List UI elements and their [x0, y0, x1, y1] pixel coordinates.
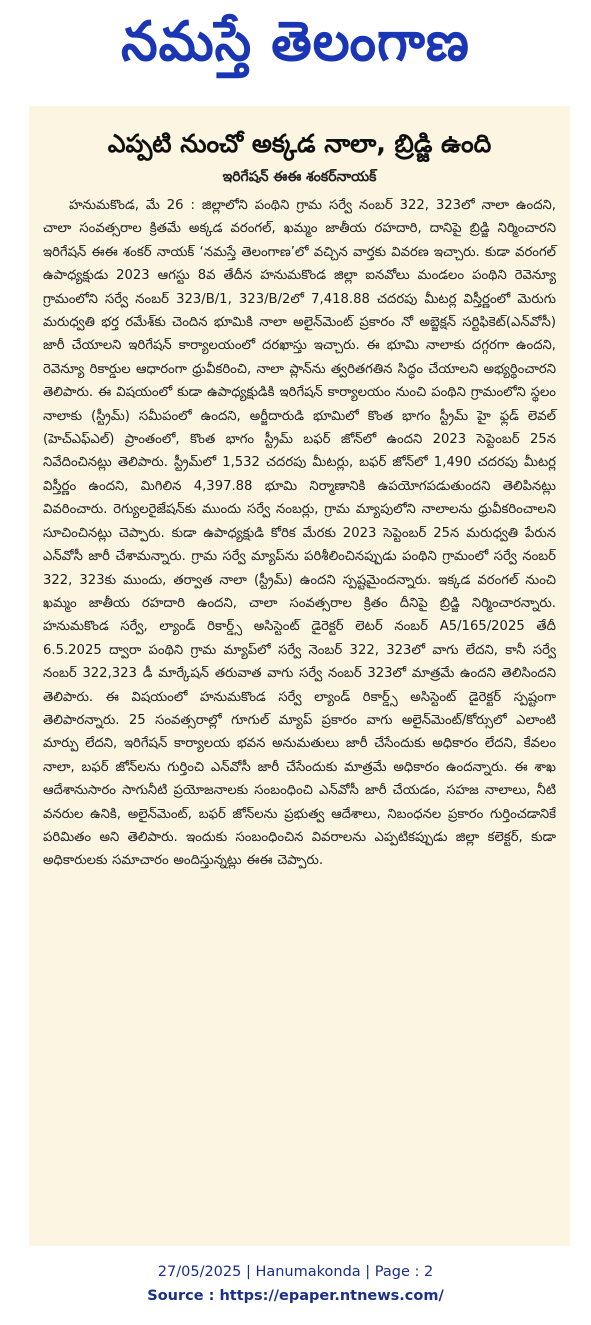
page-footer: [0, 1260, 591, 1308]
article-clip: [29, 106, 570, 1246]
article-headline: ఎప్పటి నుంచో అక్కడ నాలా, బ్రిడ్జి ఉంది: [107, 129, 492, 158]
footer-edition-info: 27/05/2025 | Hanumakonda | Page : 2: [157, 1264, 434, 1280]
article-byline: ఇరిగేషన్ ఈఈ శంకర్‌నాయక్: [222, 169, 377, 185]
footer-source-link[interactable]: Source : https://epaper.ntnews.com/: [147, 1288, 444, 1304]
article-body: హనుమకొండ, మే 26 : జిల్లాలోని పంథిని గ్రామ సర్వే నంబర్ 322, 323లో నాలా ఉందని, చాలా సంవత్సరాల క్రితమే అక్కడ వరంగల్, ఖమ్మం జాతీయ రహదారి, దానిపై బ్రిడ్జి నిర్మించారని ఇరిగేషన్ ఈఈ శంకర్ నాయక్ ‘నమస్తే తెలంగాణ’లో వచ్చిన వార్తకు వివరణ ఇచ్చారు. కుడా వరంగల్ ఉపాధ్యక్షుడు 2023 ఆగస్టు 8వ తేదీన హనుమకొండ జిల్లా ఐనవోలు మండలం పంథిని రెవెన్యూ గ్రామంలోని సర్వే నంబర్ 323/B/1, 323/B/2లో 7,418.88 చదరపు మీటర్ల విస్తీర్ణంలో మెరుగు మరుధ్వతి భర్త రమేశ్‌కు చెందిన భూమికి నాలా అలైన్‌మెంట్ ప్రకారం నో అబ్జెక్షన్ సర్టిఫికెట్(ఎన్‌వోసీ) జారీ చేయాలని ఇరిగేషన్ కార్యాలయంలో దరఖాస్తు ఇచ్చారు. ఈ భూమి నాలాకు దగ్గరగా ఉందని, రెవెన్యూ రికార్డుల ఆధారంగా ధ్రువీకరించి, నాలా ప్లాన్‌ను త్వరితగతిన సిద్ధం చేయాలని అభ్యర్థించారని తెలిపారు. ఈ విషయంలో కుడా ఉపాధ్యక్షుడికి ఇరిగేషన్ కార్యాలయం నుంచి పంథిని గ్రామంలోని స్థలం నాలాకు (స్ట్రీమ్) సమీపంలో ఉందని, అర్జీదారుడి భూమిలో కొంత భాగం స్ట్రీమ్ హై ఫ్లడ్ లెవల్ (హెచ్‌ఎఫ్‌ఎల్) ప్రాంతంలో, కొంత భాగం స్ట్రీమ్ బఫర్ జోన్‌లో ఉందని 2023 సెప్టెంబర్ 25న నివేదించినట్లు తెలిపారు. స్ట్రీమ్‌లో 1,532 చదరపు మీటర్లు, బఫర్ జోన్‌లో 1,490 చదరపు మీటర్ల విస్తీర్ణం ఉందని, మిగిలిన 4,397.88 భూమి నిర్మాణానికి ఉపయోగపడుతుందని తెలిపినట్లు వివరించారు. రెగ్యులరైజేషన్‌కు ముందు సర్వే నంబర్లు, గ్రామ మ్యాపులోని నాలాలను ధ్రువీకరించాలని సూచించినట్లు చెప్పారు. కుడా ఉపాధ్యక్షుడి కోరిక మేరకు 2023 సెప్టెంబర్ 25న మరుధ్వతి పేరున ఎన్‌వోసీ జారీ చేశామన్నారు. గ్రామ సర్వే మ్యాప్‌ను పరిశీలించినప్పుడు పంథిని గ్రామంలో సర్వే నంబర్ 322, 323కు ముందు, తర్వాత నాలా (స్ట్రీమ్) ఉందని స్పష్టమైందన్నారు. ఇక్కడ వరంగల్ నుంచి ఖమ్మం జాతీయ రహదారి ఉందని, చాలా సంవత్సరాల క్రితం దీనిపై బ్రిడ్జి నిర్మించారన్నారు. హనుమకొండ సర్వే, ల్యాండ్ రికార్డ్స్ అసిస్టెంట్ డైరెక్టర్ లెటర్ నంబర్ A5/165/2025 తేదీ 6.5.2025 ద్వారా పంథిని గ్రామ మ్యాప్‌లో సర్వే నెంబర్ 322, 323లో వాగు లేదని, కానీ సర్వే నంబర్ 322,323 డీ మార్కేషన్ తరువాత వాగు సర్వే నంబర్ 323లో మాత్రమే ఉందని తెలిసిందని తెలిపారు. ఈ విషయంలో హనుమకొండ సర్వే ల్యాండ్ రికార్డ్స్ అసిస్టెంట్ డైరెక్టర్ స్పష్టంగా తెలిపారన్నారు. 25 సంవత్సరాల్లో గూగుల్ మ్యాప్ ప్రకారం వాగు అలైన్‌మెంట్/కోర్సులో ఎలాంటి మార్పు లేదని, ఇరిగేషన్ కార్యాలయ భవన అనుమతులు జారీ చేసేందుకు అధికారం లేదని, కేవలం నాలా, బఫర్ జోన్‌లను గుర్తించి ఎన్‌వోసీ జారీ చేసేందుకు మాత్రమే అధికారం ఉందన్నారు. ఈ శాఖ ఆదేశానుసారం సాగునీటి ప్రయోజనాలకు సంబంధించి ఎన్‌వోసీ జారీ చేయడం, సహజ నాలాలు, నీటి వనరుల ఉనికి, అలైన్‌మెంట్, బఫర్ జోన్‌లను ప్రభుత్వ ఆదేశాలు, నిబంధనల ప్రకారం గుర్తించడానికే పరిమితం అని తెలిపారు. ఇందుకు సంబంధించిన వివరాలను ఎప్పటికప్పుడు జిల్లా కలెక్టర్, కుడా అధికారులకు సమాచారం అందిస్తున్నట్లు ఈఈ చెప్పారు.: [43, 198, 556, 869]
newspaper-logo: నమస్తే తెలంగాణ: [121, 10, 470, 74]
masthead: [0, 0, 591, 88]
